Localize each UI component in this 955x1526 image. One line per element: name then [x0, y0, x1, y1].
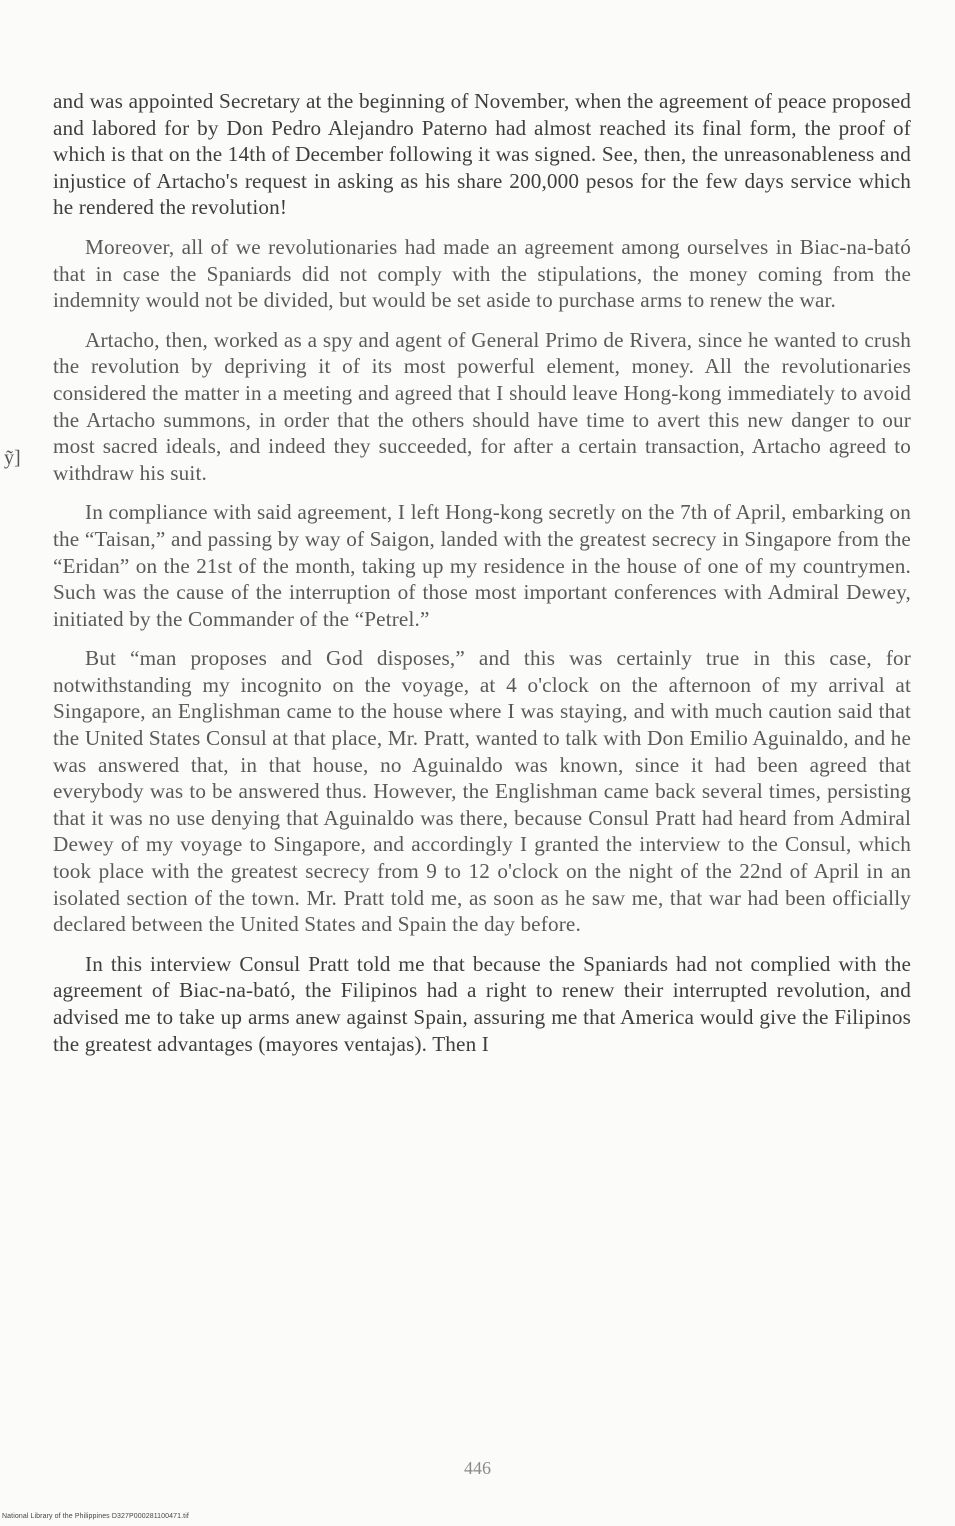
page-number: 446	[464, 1458, 491, 1478]
margin-mark: ỹ]	[4, 447, 21, 469]
paragraph-singapore: But “man proposes and God disposes,” and this was certainly true in this case, for notwithstanding my incognito on the voyage, at 4 o'clock on the afternoon of my arrival at Singapore, an Englishman came to the house where I was staying, and with much caution said that the United States Consul at that place, Mr. Pratt, wanted to talk with Don Emilio Aguinaldo, and he was answered that, in that house, no Aguinaldo was known, since it had been agreed that everybody was to be answered thus. However, the Englishman came back several times, persisting that it was no use denying that Aguinaldo was there, because Consul Pratt had heard from Admiral Dewey of my voyage to Singapore, and accordingly I granted the interview to the Consul, which took place with the greatest secrecy from 9 to 12 o'clock on the night of the 22nd of April in an isolated section of the town. Mr. Pratt told me, as soon as he saw me, that war had been officially declared between the United States and Spain the day before.	[53, 646, 911, 937]
paragraph-artacho: Artacho, then, worked as a spy and agent of General Primo de Rivera, since he wanted to crush the revolution by depriving it of its most powerful element, money. All the revolutionaries considered the matter in a meeting and agreed that I should leave Hong-kong immediately to avoid the Artacho summons, in order that the others should have time to avert this new danger to our most sacred ideals, and indeed they succeeded, for after a certain transaction, Artacho agreed to withdraw his suit.	[53, 327, 911, 485]
archive-credit: National Library of the Philippines D327P000281100471.tif	[2, 1513, 189, 1520]
paragraph-departure: In compliance with said agreement, I left Hong-kong secretly on the 7th of April, embarking on the “Taisan,” and passing by way of Saigon, landed with the greatest secrecy in Singapore from the “Eridan” on the 21st of the month, taking up my residence in the house of one of my countrymen. Such was the cause of the interruption of those most important conferences with Admiral Dewey, initiated by the Commander of the “Petrel.”	[53, 500, 911, 631]
body-text	[53, 88, 911, 1070]
paragraph-agreement: Moreover, all of we revolutionaries had made an agreement among ourselves in Biac-na-bató that in case the Spaniards did not comply with the stipulations, the money coming from the indemnity would not be divided, but would be set aside to purchase arms to renew the war.	[53, 234, 911, 313]
paragraph-interview: In this interview Consul Pratt told me that because the Spaniards had not complied with the agreement of Biac-na-bató, the Filipinos had a right to renew their interrupted revolution, and advised me to take up arms anew against Spain, assuring me that America would give the Filipinos the greatest advantages (mayores ventajas). Then I	[53, 951, 911, 1056]
paragraph-secretary: and was appointed Secretary at the beginning of November, when the agreement of peace proposed and labored for by Don Pedro Alejandro Paterno had almost reached its final form, the proof of which is that on the 14th of December following it was signed. See, then, the unreasonableness and injustice of Artacho's request in asking as his share 200,000 pesos for the few days service which he rendered the revolution!	[53, 89, 911, 220]
